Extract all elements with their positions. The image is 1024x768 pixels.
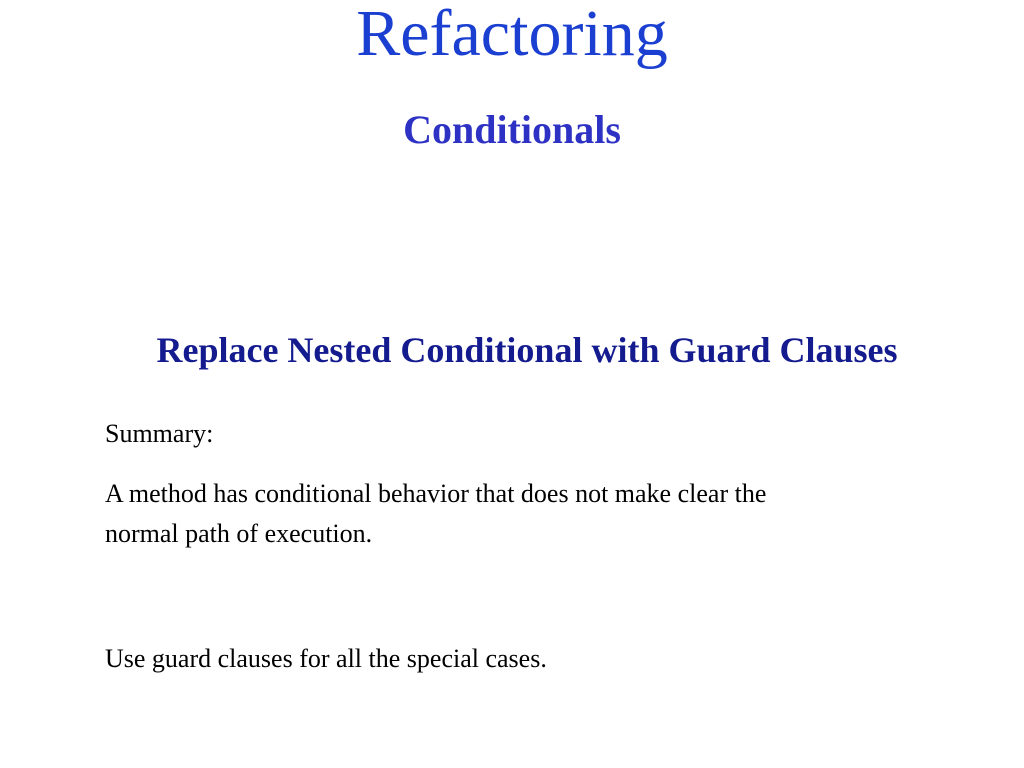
section-heading: Replace Nested Conditional with Guard Clauses [156, 330, 898, 370]
guard-clause-text: Use guard clauses for all the special cases. [105, 644, 547, 673]
summary-label: Summary: [105, 419, 214, 448]
slide-subtitle: Conditionals [403, 107, 621, 152]
summary-text: A method has conditional behavior that does not make clear the normal path of execution. [105, 479, 767, 548]
slide-title: Refactoring [356, 0, 668, 70]
